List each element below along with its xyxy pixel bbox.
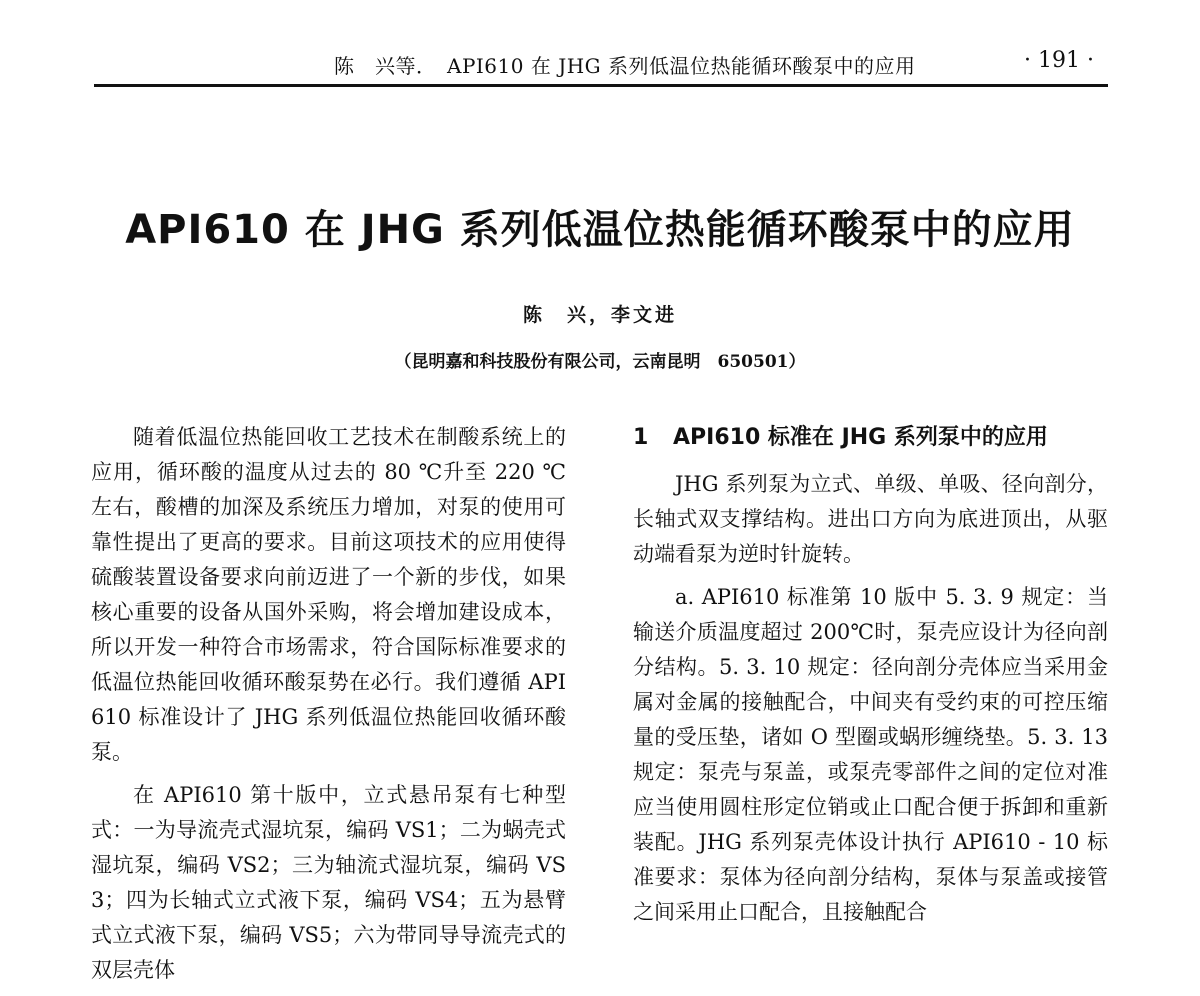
running-header [94, 48, 1108, 86]
section-title: API610 标准在 JHG 系列泵中的应用 [673, 425, 1048, 450]
right-column [633, 420, 1108, 938]
paper-title: API610 在 JHG 系列低温位热能循环酸泵中的应用 [125, 207, 1075, 253]
running-title: 陈 兴等． API610 在 JHG 系列低温位热能循环酸泵中的应用 [334, 54, 916, 78]
body-paragraph: a. API610 标准第 10 版中 5. 3. 9 规定：当输送介质温度超过 200℃时，泵壳应设计为径向剖分结构。5. 3. 10 规定：径向剖分壳体应当采用金属对金属的接触配合，中间夹有受约束的可控压缩量的受压垫，诸如 O 型圈或蜗形缠绕垫。5. 3. 13 规定：泵壳与泵盖，或泵壳零部件之间的定位对准应当使用圆柱形定位销或止口配合便于拆卸和重新装配。JHG 系列泵壳体设计执行 API610 - 10 标准要求：泵体为径向剖分结构，泵体与泵盖或接管之间采用止口配合，且接触配合 [633, 585, 1108, 924]
left-column [91, 420, 566, 996]
page-number: · 191 · [1024, 48, 1094, 73]
section-number: 1 [633, 425, 649, 450]
authors: 陈 兴，李文进 [522, 304, 677, 326]
section-heading [633, 420, 1108, 455]
body-paragraph: 随着低温位热能回收工艺技术在制酸系统上的应用，循环酸的温度从过去的 80 ℃升至 220 ℃左右，酸槽的加深及系统压力增加，对泵的使用可靠性提出了更高的要求。目前这项技术的应用使得硫酸装置设备要求向前迈进了一个新的步伐，如果核心重要的设备从国外采购，将会增加建设成本，所以开发一种符合市场需求，符合国际标准要求的低温位热能回收循环酸泵势在必行。我们遵循 API610 标准设计了 JHG 系列低温位热能回收循环酸泵。 [91, 425, 566, 764]
body-paragraph: 在 API610 第十版中，立式悬吊泵有七种型式：一为导流壳式湿坑泵，编码 VS1；二为蜗壳式湿坑泵，编码 VS2；三为轴流式湿坑泵，编码 VS3；四为长轴式立式液下泵，编码 VS4；五为悬臂式立式液下泵，编码 VS5；六为带同导导流壳式的双层壳体 [91, 783, 566, 982]
header-rule [94, 84, 1108, 87]
body-paragraph: JHG 系列泵为立式、单级、单吸、径向剖分，长轴式双支撑结构。进出口方向为底进顶出，从驱动端看泵为逆时针旋转。 [633, 472, 1108, 566]
affiliation: （昆明嘉和科技股份有限公司，云南昆明 650501） [394, 352, 806, 372]
